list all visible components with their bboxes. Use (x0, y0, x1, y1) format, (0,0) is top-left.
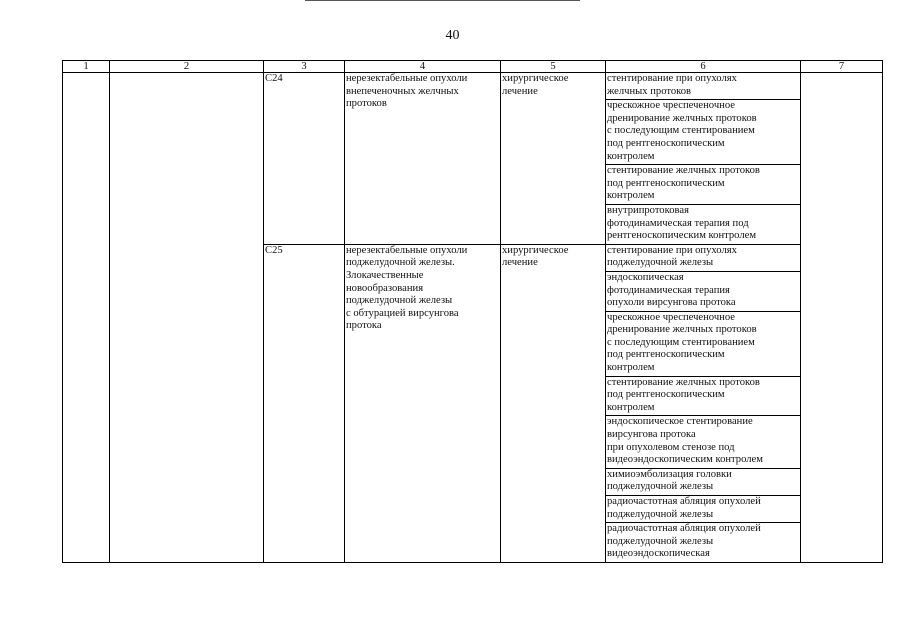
method-item: стентирование при опухолях желчных протоков (607, 73, 737, 97)
method-item: чрескожное чреспеченочное дренирование желчных протоков с последующим стентированием под рентгеноскопическим контролем (606, 311, 800, 376)
methods-cell (606, 73, 801, 245)
method-item: химиоэмболизация головки поджелудочной железы (606, 468, 800, 495)
method-item: внутрипротоковая фотодинамическая терапия под рентгеноскопическим контролем (606, 204, 800, 244)
column-number-row (63, 61, 883, 73)
method-item: стентирование при опухолях поджелудочной железы (607, 244, 737, 269)
method-item: эндоскопическая фотодинамическая терапия опухоли вирсунгова протока (606, 271, 800, 311)
method-item: стентирование желчных протоков под рентгеноскопическим контролем (606, 164, 800, 204)
diagnosis-cell: нерезектабельные опухоли внепеченочных желчных протоков (345, 73, 501, 245)
column-7-cell (801, 73, 883, 563)
top-rule (305, 0, 580, 1)
code-cell: C24 (264, 73, 345, 245)
method-item: чрескожное чреспеченочное дренирование желчных протоков с последующим стентированием под рентгеноскопическим контролем (606, 99, 800, 164)
column-header-3: 3 (264, 61, 345, 73)
column-header-2: 2 (110, 61, 264, 73)
column-header-4: 4 (345, 61, 501, 73)
treatment-cell: хирургическое лечение (501, 73, 606, 245)
treatment-cell: хирургическое лечение (501, 244, 606, 562)
method-item: стентирование желчных протоков под рентгеноскопическим контролем (606, 376, 800, 416)
column-header-6: 6 (606, 61, 801, 73)
column-2-cell (110, 73, 264, 563)
column-header-7: 7 (801, 61, 883, 73)
code-cell: C25 (264, 244, 345, 562)
table-row-c24 (63, 73, 883, 245)
page-number: 40 (445, 28, 460, 43)
column-1-cell (63, 73, 110, 563)
methods-cell (606, 244, 801, 562)
column-header-1: 1 (63, 61, 110, 73)
method-item: радиочастотная абляция опухолей поджелудочной железы (606, 495, 800, 522)
diagnosis-cell: нерезектабельные опухоли поджелудочной железы. Злокачественные новообразования поджелудочной железы с обтурацией вирсунгова протока (345, 244, 501, 562)
procedures-table (62, 60, 883, 563)
method-item: радиочастотная абляция опухолей поджелудочной железы видеоэндоскопическая (606, 522, 800, 562)
method-item: эндоскопическое стентирование вирсунгова протока при опухолевом стенозе под видеоэндоскопическим контролем (606, 415, 800, 467)
column-header-5: 5 (501, 61, 606, 73)
